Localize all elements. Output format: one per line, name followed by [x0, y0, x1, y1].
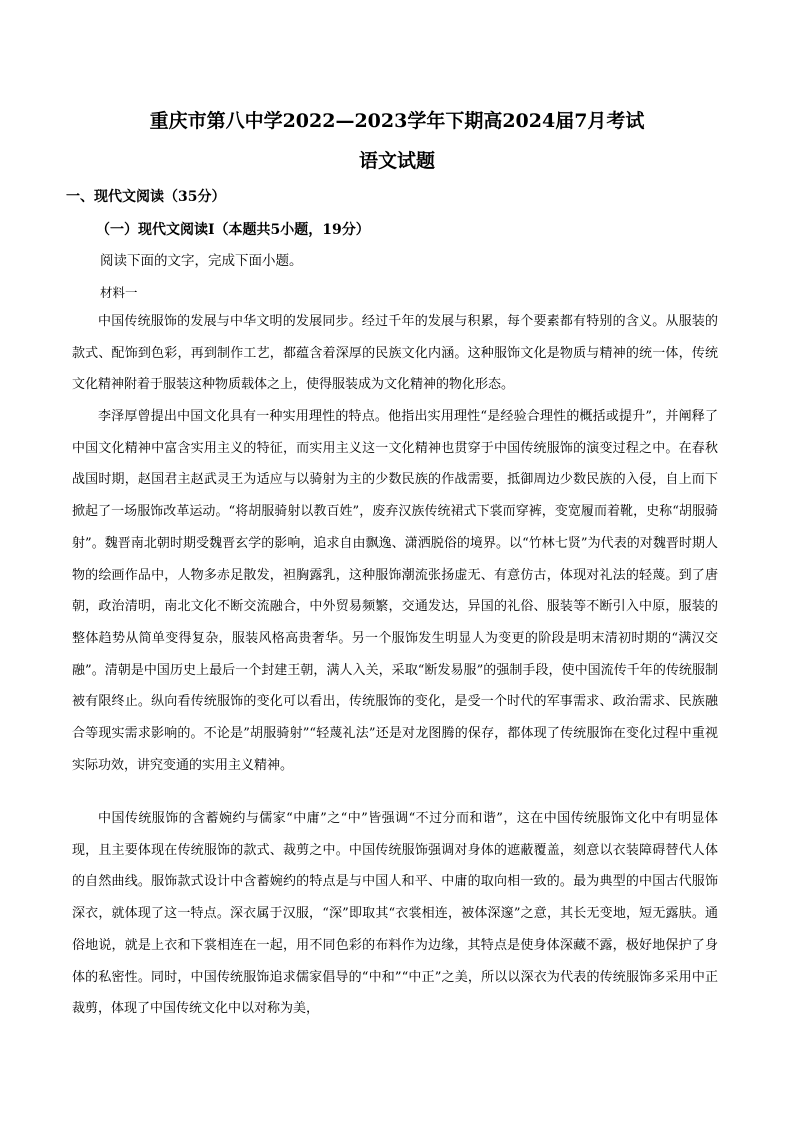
exam-subtitle: 语文试题 — [358, 150, 435, 172]
subsection-heading: （一）现代文阅读Ⅰ（本题共5小题，19分） — [96, 222, 370, 238]
paragraph-2: 李泽厚曾提出中国文化具有一种实用理性的特点。他指出实用理性“是经验合理性的概括或提升”，并阐释了中国文化精神中富含实用主义的特征，而实用主义这一文化精神也贯穿于中国传统服饰的演变过程之中。在春秋战国时期，赵国君主赵武灵王为适应与以骑射为主的少数民族的作战需要，抵御周边少数民族的入侵，自上而下掀起了一场服饰改革运动。“将胡服骑射以教百姓”，废弃汉族传统裙式下裳而穿裤，变宽履而着靴，史称“胡服骑射”。魏晋南北朝时期受魏晋玄学的影响，追求自由飘逸、潇洒脱俗的境界。以“竹林七贤”为代表的对魏晋时期人物的绘画作品中，人物多赤足散发，袒胸露乳，这种服饰潮流张扬虚无、有意仿古，体现对礼法的轻蔑。到了唐朝，政治清明，南北文化不断交流融合，中外贸易频繁，交通发达，异国的礼俗、服装等不断引入中原，服装的整体趋势从简单变得复杂，服装风格高贵奢华。另一个服饰发生明显人为变更的阶段是明末清初时期的“满汉交融”。清朝是中国历史上最后一个封建王朝，满人入关，采取“断发易服”的强制手段，使中国流传千年的传统服制被有限终止。纵向看传统服饰的变化可以看出，传统服饰的变化，是受一个时代的军事需求、政治需求、民族融合等现实需求影响的。不论是”胡服骑射”“轻蔑礼法”还是对龙图腾的保存，都体现了传统服饰在变化过程中重视实际功效，讲究变通的实用主义精神。 — [72, 409, 718, 773]
paragraph-1: 中国传统服饰的发展与中华文明的发展同步。经过千年的发展与积累，每个要素都有特别的含义。从服装的款式、配饰到色彩，再到制作工艺，都蕴含着深厚的民族文化内涵。这种服饰文化是物质与精神的统一体，传统文化精神附着于服装这种物质载体之上，使得服装成为文化精神的物化形态。 — [72, 314, 718, 393]
reading-instruction: 阅读下面的文字，完成下面小题。 — [100, 253, 303, 269]
material-label: 材料一 — [100, 285, 138, 300]
paragraph-3: 中国传统服饰的含蓄婉约与儒家“中庸”之“中”皆强调“不过分而和谐”，这在中国传统服饰文化中有明显体现，且主要体现在传统服饰的款式、裁剪之中。中国传统服饰强调对身体的遮蔽覆盖，刻意以衣装障碍替代人体的自然曲线。服饰款式设计中含蓄婉约的特点是与中国人和平、中庸的取向相一致的。最为典型的中国古代服饰深衣，就体现了这一特点。深衣属于汉服，“深”即取其“衣裳相连，被体深邃”之意，其长无变地，短无露肤。通俗地说，就是上衣和下裳相连在一起，用不同色彩的布料作为边缘，其特点是使身体深藏不露，极好地保护了身体的私密性。同时，中国传统服饰追求儒家倡导的“中和”“中正”之美，所以以深衣为代表的传统服饰多采用中正裁剪，体现了中国传统文化中以对称为美， — [72, 811, 718, 1017]
section-heading: 一、现代文阅读（35分） — [66, 189, 226, 205]
exam-title: 重庆市第八中学2022—2023学年下期高2024届7月考试 — [149, 110, 645, 132]
